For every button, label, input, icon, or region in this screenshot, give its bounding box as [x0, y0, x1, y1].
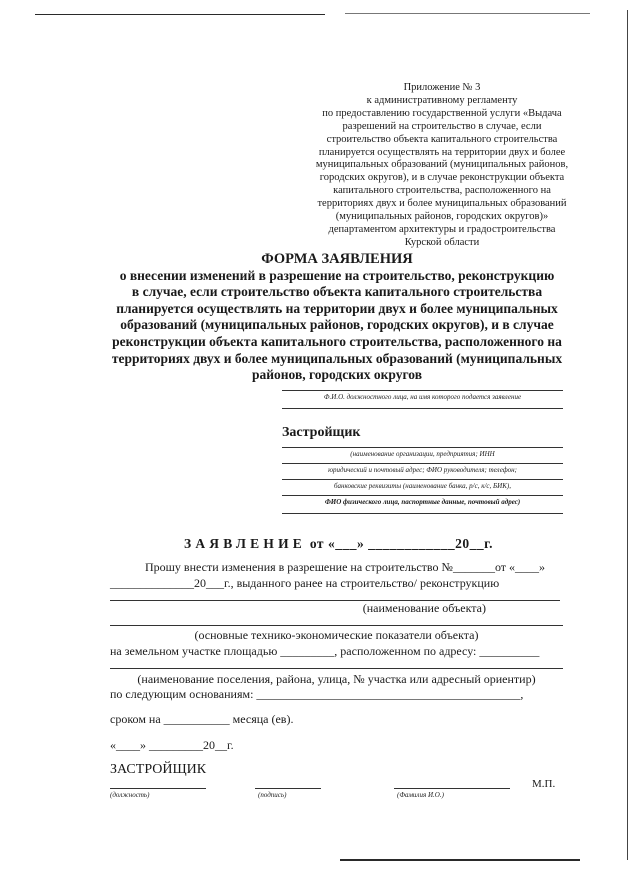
scan-edge-right	[627, 10, 628, 860]
appendix-line: территориях двух и более муниципальных образований	[317, 198, 567, 210]
statement-title	[184, 536, 493, 552]
form-title	[100, 251, 574, 384]
issued-line: ______________20___г., выданного ранее на строительство/ реконструкцию	[110, 576, 500, 590]
bottom-date: «____» _________20__г.	[110, 738, 234, 752]
form-title-line: образований (муниципальных районов, городских округов), и в случае	[120, 317, 554, 333]
signature-caption: (подпись)	[258, 791, 287, 799]
appendix-line: департаментом архитектуры и градостроительства	[328, 223, 556, 235]
form-title-line: о внесении изменений в разрешение на строительство, реконструкцию	[119, 267, 555, 283]
developer-caption-bold: ФИО физического лица, паспортные данные, почтовый адрес)	[324, 498, 521, 506]
grounds-line: по следующим основаниям: ____________________________________________,	[110, 687, 524, 701]
indicators-caption: (основные технико-экономические показатели объекта)	[194, 628, 479, 642]
appendix-line: капитального строительства, расположенного на	[333, 185, 551, 197]
name-caption: (Фамилия И.О.)	[397, 791, 444, 799]
object-caption: (наименование объекта)	[362, 601, 486, 615]
signature-field[interactable]	[255, 788, 321, 789]
appendix-line: по предоставлению государственной услуги «Выдача	[322, 107, 562, 119]
appendix-line: (муниципальных районов, городских округов)»	[335, 211, 549, 223]
signature-title: ЗАСТРОЙЩИК	[110, 762, 207, 777]
developer-bank-field[interactable]	[282, 479, 563, 480]
appendix-line: разрешений на строительство в случае, если	[342, 120, 542, 132]
form-heading: ФОРМА ЗАЯВЛЕНИЯ	[261, 251, 413, 267]
statement-title-word: ЗАЯВЛЕНИЕ	[184, 536, 306, 551]
addressee-fio-caption: Ф.И.О. должностного лица, на имя которого подается заявление	[323, 393, 522, 401]
form-title-line: территориях двух и более муниципальных образований (муниципальных	[111, 350, 563, 366]
developer-block	[282, 445, 563, 514]
addressee-extra-field[interactable]	[282, 408, 563, 409]
appendix-line: строительство объекта капитального строительства	[326, 133, 558, 145]
request-line: Прошу внести изменения в разрешение на строительство №_______от «____»	[145, 560, 546, 574]
scan-edge-top-right	[345, 13, 590, 14]
position-caption: (должность)	[110, 791, 150, 799]
appendix-line: муниципальных образований (муниципальных районов,	[315, 159, 569, 171]
form-title-line: районов, городских округов	[251, 367, 423, 383]
appendix-line: городских округов), и в случае реконструкции объекта	[319, 172, 565, 184]
appendix-line: Курской области	[404, 236, 480, 248]
appendix-line: к административному регламенту	[366, 94, 518, 106]
form-title-line: в случае, если строительство объекта капитального строительства	[131, 284, 543, 300]
developer-label: Застройщик	[282, 425, 361, 440]
developer-caption: юридический и почтовый адрес; ФИО руководителя; телефон;	[328, 466, 517, 474]
appendix-line: Приложение № 3	[403, 82, 481, 93]
addressee-block	[282, 390, 563, 409]
addressee-fio-field[interactable]	[282, 390, 563, 391]
statement-date: от «___» ____________20__г.	[309, 536, 494, 551]
scan-edge-bottom	[340, 859, 580, 861]
stamp-place: М.П.	[532, 778, 556, 790]
address-caption: (наименование поселения, района, улица, № участка или адресный ориентир)	[137, 672, 536, 686]
address-field[interactable]	[110, 668, 563, 669]
developer-extra-field[interactable]	[282, 513, 563, 514]
developer-caption: (наименование организации, предприятия; ИНН	[350, 450, 495, 458]
scan-edge-top	[35, 14, 325, 15]
land-line: на земельном участке площадью _________, расположенном по адресу: __________	[110, 644, 540, 658]
appendix-line: планируется осуществлять на территории двух и более	[318, 146, 566, 158]
developer-address-field[interactable]	[282, 463, 563, 464]
indicators-field[interactable]	[110, 625, 563, 626]
developer-org-field[interactable]	[282, 447, 563, 448]
developer-caption: банковские реквизиты (наименование банка, р/с, к/с, БИК),	[334, 482, 511, 490]
developer-person-field[interactable]	[282, 495, 563, 496]
form-title-line: реконструкции объекта капитального строительства, расположенного на	[112, 333, 562, 349]
appendix-header	[292, 82, 592, 250]
name-field[interactable]	[394, 788, 510, 789]
form-title-line: планируется осуществлять на территории двух и более муниципальных	[116, 300, 558, 316]
term-line: сроком на ___________ месяца (ев).	[110, 712, 294, 726]
position-field[interactable]	[110, 788, 206, 789]
